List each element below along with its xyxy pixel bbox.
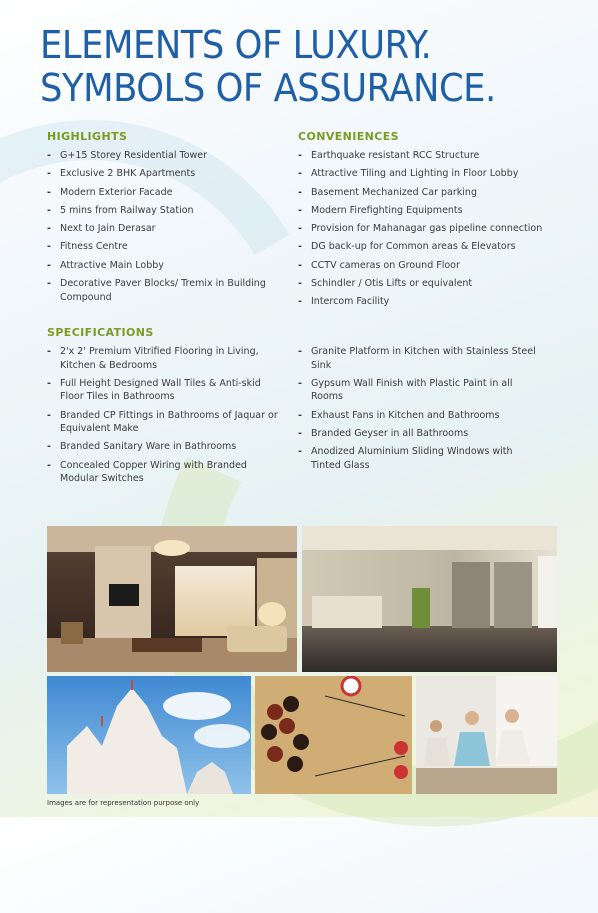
highlight-item: - G+15 Storey Residential Tower — [47, 149, 267, 163]
specification-item: - Branded Sanitary Ware in Bathrooms — [47, 440, 287, 454]
conveniences-heading: CONVENIENCES — [298, 130, 399, 143]
living-room-photo — [47, 526, 297, 672]
convenience-item: - CCTV cameras on Ground Floor — [298, 259, 583, 273]
specification-item: - Branded Geyser in all Bathrooms — [298, 427, 543, 441]
convenience-item: - Provision for Mahanagar gas pipeline connection — [298, 222, 583, 236]
specification-item: - Anodized Aluminium Sliding Windows with Tinted Glass — [298, 445, 543, 472]
specification-item: - Exhaust Fans in Kitchen and Bathrooms — [298, 409, 543, 423]
specification-item: - 2'x 2' Premium Vitrified Flooring in Living, Kitchen & Bedrooms — [47, 345, 287, 372]
convenience-item: - Schindler / Otis Lifts or equivalent — [298, 277, 583, 291]
specification-item: - Granite Platform in Kitchen with Stainless Steel Sink — [298, 345, 543, 372]
highlight-item: - Decorative Paver Blocks/ Tremix in Building Compound — [47, 277, 267, 304]
highlight-item: - Fitness Centre — [47, 240, 267, 254]
footnote: Images are for representation purpose only — [47, 799, 200, 807]
specification-item: - Gypsum Wall Finish with Plastic Paint in all Rooms — [298, 377, 543, 404]
highlight-item: - Exclusive 2 BHK Apartments — [47, 167, 267, 181]
convenience-item: - Intercom Facility — [298, 295, 583, 309]
yoga-photo — [416, 676, 557, 794]
highlight-item: - Next to Jain Derasar — [47, 222, 267, 236]
highlights-heading: HIGHLIGHTS — [47, 130, 128, 143]
convenience-item: - DG back-up for Common areas & Elevators — [298, 240, 583, 254]
highlight-item: - 5 mins from Railway Station — [47, 204, 267, 218]
convenience-item: - Earthquake resistant RCC Structure — [298, 149, 583, 163]
carrom-board-photo — [255, 676, 412, 794]
temple-photo — [47, 676, 251, 794]
title-line-1: ELEMENTS OF LUXURY. — [40, 23, 432, 67]
specifications-list-left — [47, 345, 287, 490]
highlight-item: - Modern Exterior Facade — [47, 186, 267, 200]
title-line-2: SYMBOLS OF ASSURANCE. — [40, 66, 496, 110]
specification-item: - Full Height Designed Wall Tiles & Anti-skid Floor Tiles in Bathrooms — [47, 377, 287, 404]
specifications-heading: SPECIFICATIONS — [47, 326, 154, 339]
convenience-item: - Attractive Tiling and Lighting in Floor Lobby — [298, 167, 583, 181]
lobby-photo — [302, 526, 557, 672]
highlight-item: - Attractive Main Lobby — [47, 259, 267, 273]
conveniences-list — [298, 149, 583, 314]
convenience-item: - Modern Firefighting Equipments — [298, 204, 583, 218]
page-title — [40, 24, 496, 110]
highlights-list — [47, 149, 267, 309]
specification-item: - Branded CP Fittings in Bathrooms of Jaquar or Equivalent Make — [47, 409, 287, 436]
specifications-list-right — [298, 345, 543, 477]
convenience-item: - Basement Mechanized Car parking — [298, 186, 583, 200]
specification-item: - Concealed Copper Wiring with Branded Modular Switches — [47, 459, 287, 486]
